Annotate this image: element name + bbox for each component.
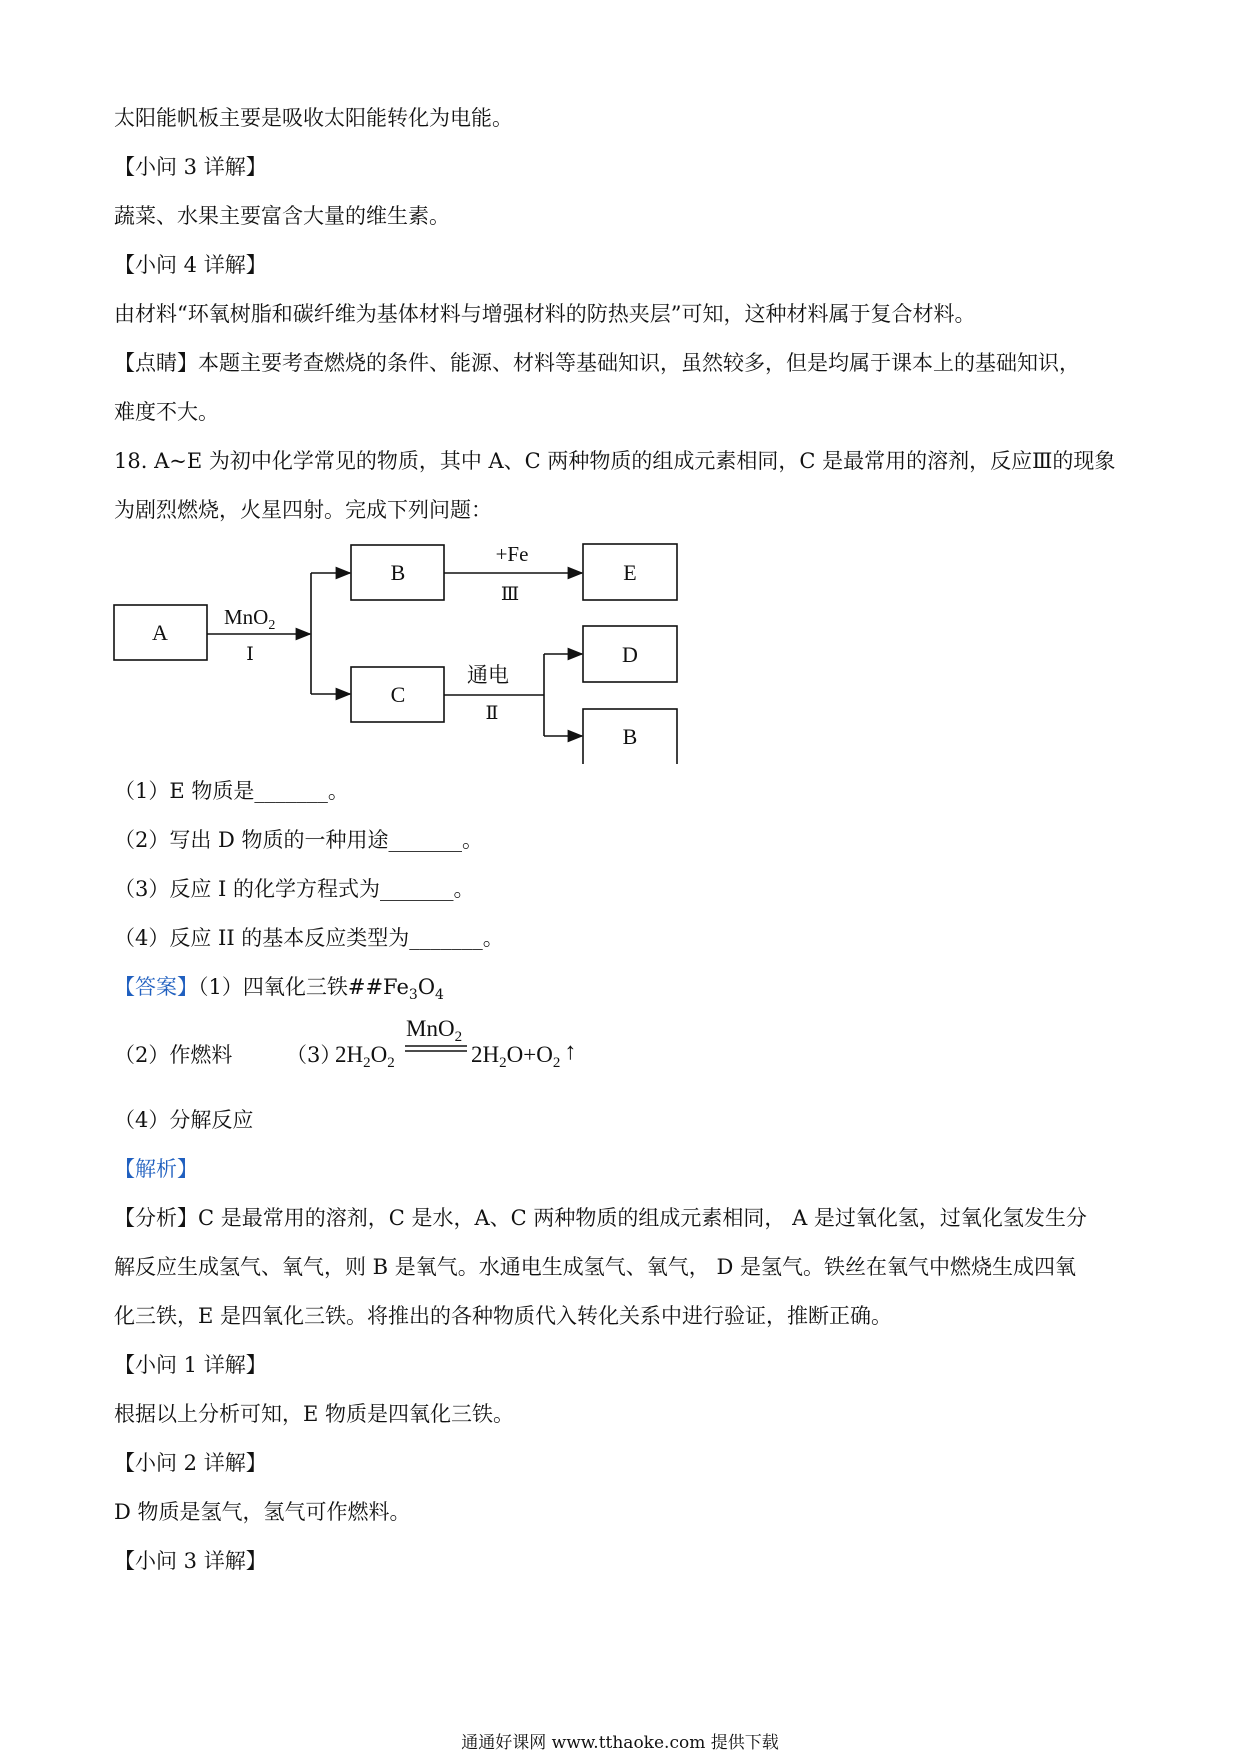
question-4: （4）反应 II 的基本反应类型为_______。 (114, 926, 504, 950)
subquestion-2-heading: 【小问 2 详解】 (114, 1451, 267, 1475)
analysis-line-3: 化三铁，E 是四氧化三铁。将推出的各种物质代入转化关系中进行验证，推断正确。 (114, 1304, 893, 1328)
reaction-3-label: Ⅲ (500, 584, 520, 605)
text-line-5: 由材料“环氧树脂和碳纤维为基体材料与增强材料的防热夹层”可知，这种材料属于复合材料。 (114, 302, 976, 326)
text-line-3: 蔬菜、水果主要富含大量的维生素。 (114, 204, 450, 228)
analysis-line-2: 解反应生成氢气、氧气，则 B 是氧气。水通电生成氢气、氧气， D 是氢气。铁丝在氧气中燃烧生成四氧 (114, 1255, 1076, 1279)
chemical-equation (331, 1010, 631, 1080)
question-3: （3）反应 I 的化学方程式为_______。 (114, 877, 475, 901)
electrolysis-label: 通电 (467, 663, 509, 687)
answer-1: （1）四氧化三铁$\#\#Fe_3O_4$ (198, 975, 444, 1004)
analysis-tag: 【解析】 (114, 1157, 198, 1181)
answer-line-1 (114, 972, 444, 1010)
answer-4: （4）分解反应 (114, 1108, 254, 1132)
subquestion-3-heading: 【小问 3 详解】 (114, 155, 267, 179)
reaction-2-label: Ⅱ (485, 703, 499, 724)
question-18-line-1: 18. A~E 为初中化学常见的物质，其中 A、C 两种物质的组成元素相同，C 是最常用的溶剂，反应Ⅲ的现象 (114, 449, 1116, 473)
equation-catalyst: MnO$_2$ (406, 1016, 463, 1045)
subquestion-1-heading: 【小问 1 详解】 (114, 1353, 267, 1377)
subquestion-3-heading-2: 【小问 3 详解】 (114, 1549, 267, 1573)
comment-line-1: 【点睛】本题主要考查燃烧的条件、能源、材料等基础知识，虽然较多，但是均属于课本上的基础知识， (114, 351, 1080, 375)
comment-line-2: 难度不大。 (114, 400, 219, 424)
analysis-line-7: D 物质是氢气，氢气可作燃料。 (114, 1500, 411, 1524)
analysis-line-1: 【分析】C 是最常用的溶剂，C 是水，A、C 两种物质的组成元素相同， A 是过氧化氢，过氧化氢发生分 (114, 1206, 1087, 1230)
analysis-line-5: 根据以上分析可知，E 物质是四氧化三铁。 (114, 1402, 515, 1426)
question-18-line-2: 为剧烈燃烧，火星四射。完成下列问题： (114, 498, 492, 522)
subquestion-4-heading: 【小问 4 详解】 (114, 253, 267, 277)
answer-3-prefix: （3） (286, 1043, 342, 1067)
reaction-diagram (110, 534, 710, 764)
equation-products: $2H_2O+O_2$ ↑ (471, 1039, 577, 1071)
text-line-1: 太阳能帆板主要是吸收太阳能转化为电能。 (114, 106, 513, 130)
answer-2: （2）作燃料 (114, 1043, 233, 1067)
page-footer: 通通好课网 www.tthaoke.com 提供下载 (461, 1733, 779, 1753)
reaction-1-label: Ⅰ (246, 644, 254, 665)
question-2: （2）写出 D 物质的一种用途_______。 (114, 828, 484, 852)
equation-reactant: $2H_2O_2$ (335, 1042, 395, 1071)
box-b-bottom-label: B (622, 724, 638, 749)
box-b-top-label: B (390, 560, 406, 585)
question-1: （1）E 物质是_______。 (114, 779, 349, 803)
box-c-label: C (390, 682, 406, 707)
box-e-label: E (623, 560, 637, 585)
fe-label: +Fe (495, 542, 529, 566)
box-a-label: A (152, 620, 168, 645)
box-d-label: D (622, 642, 638, 667)
catalyst-label: MnO$_2$ (224, 605, 276, 633)
answer-tag: 【答案】 (114, 975, 198, 999)
